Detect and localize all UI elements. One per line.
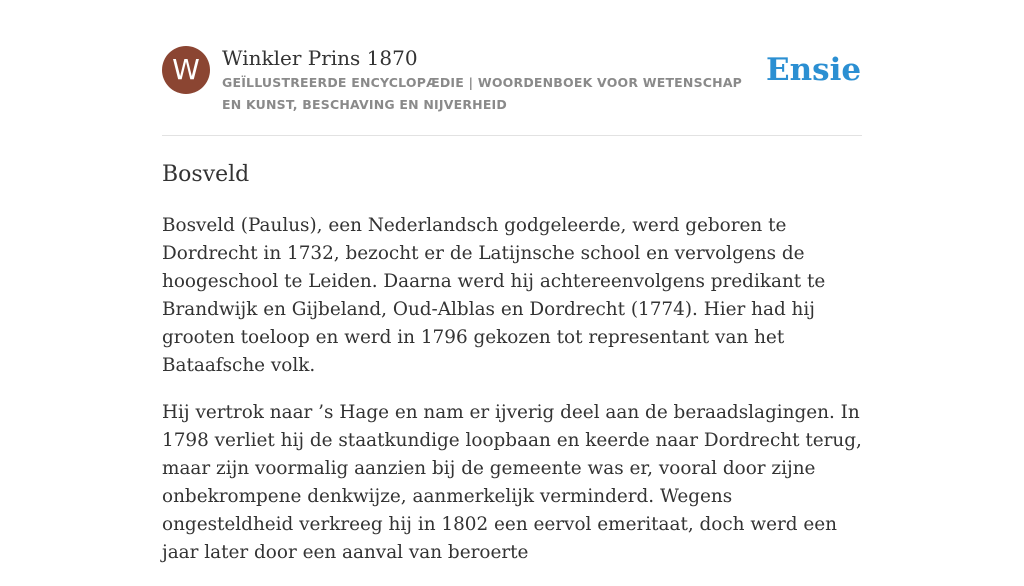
source-avatar[interactable]: W bbox=[162, 46, 210, 94]
ensie-logo[interactable]: Ensie bbox=[766, 52, 862, 88]
source-subtitle: GEÏLLUSTREERDE ENCYCLOPÆDIE | WOORDENBOEK VOOR WETENSCHAP EN KUNST, BESCHAVING EN NIJVERHEID bbox=[222, 75, 743, 112]
entry-paragraph: Bosveld (Paulus), een Nederlandsch godgeleerde, werd geboren te Dordrecht in 1732, bezocht er de Latijnsche school en vervolgens de hoogeschool te Leiden. Daarna werd hij achtereenvolgens predikant te Brandwijk en Gijbeland, Oud-Alblas en Dordrecht (1774). Hier had hij grooten toeloop en werd in 1796 gekozen tot representant van het Bataafsche volk. bbox=[162, 215, 826, 376]
header-divider bbox=[162, 135, 862, 136]
source-title[interactable]: Winkler Prins 1870 bbox=[222, 46, 418, 70]
entry-paragraph: Hij vertrok naar ’s Hage en nam er ijverig deel aan de beraadslagingen. In 1798 verliet hij de staatkundige loopbaan en keerde naar Dordrecht terug, maar zijn voormalig aanzien bij de gemeente was er, vooral door zijne onbekrompene denkwijze, aanmerkelijk verminderd. Wegens ongesteldheid verkreeg hij in 1802 een eervol emeritaat, doch werd een jaar later door een aanval van beroerte bbox=[162, 402, 862, 563]
entry-title: Bosveld bbox=[162, 162, 250, 187]
entry-body bbox=[162, 212, 864, 586]
source-header bbox=[162, 46, 862, 136]
